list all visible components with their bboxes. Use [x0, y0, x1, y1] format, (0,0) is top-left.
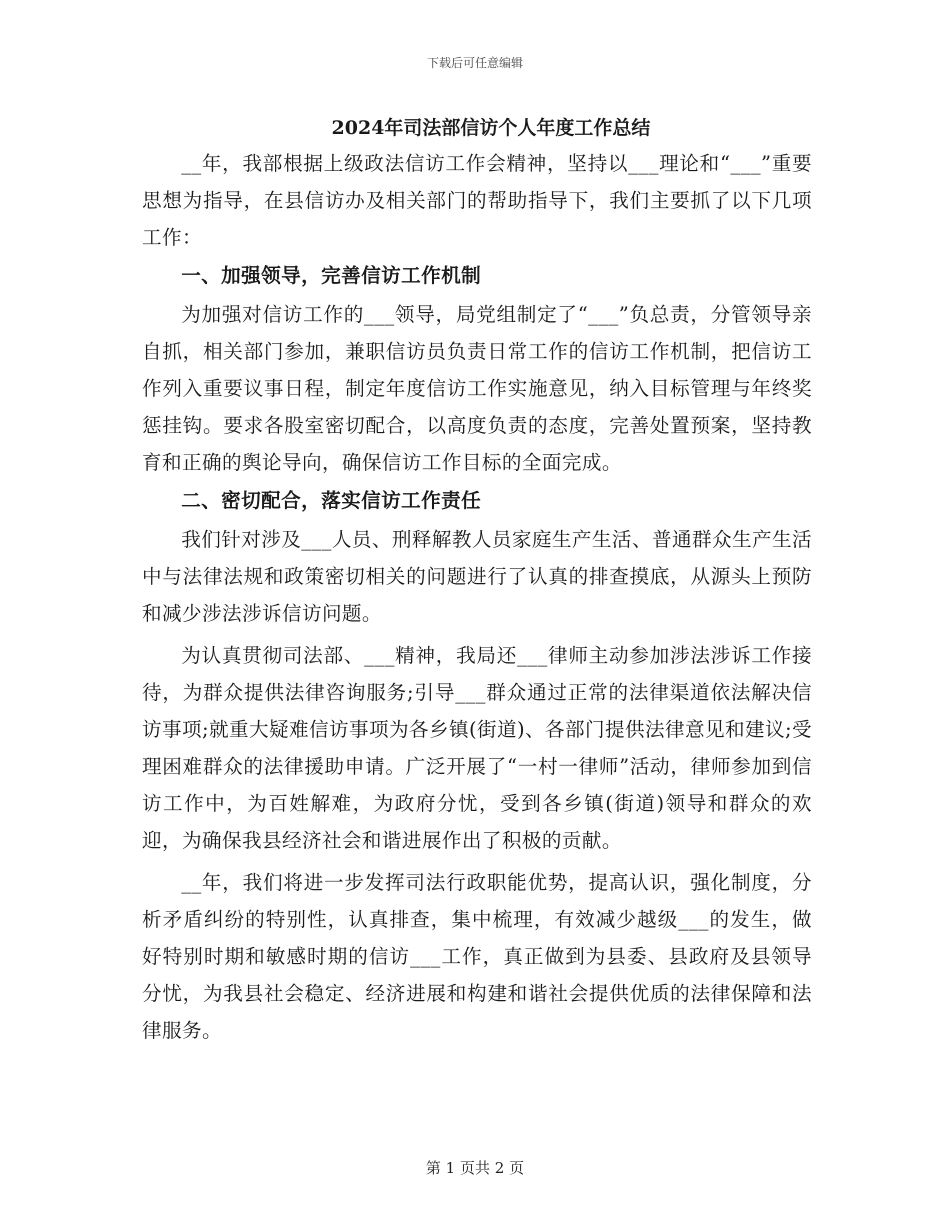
closing-paragraph: __年，我们将进一步发挥司法行政职能优势，提高认识，强化制度，分析矛盾纠纷的特别性，认真排查，集中梳理，有效减少越级___的发生，做好特别时期和敏感时期的信访___工作，真正做到为县委、县政府及县领导分忧，为我县社会稳定、经济进展和构建和谐社会提供优质的法律保障和法律服务。	[142, 871, 812, 1042]
section-2-paragraph-1: 我们针对涉及___人员、刑释解教人员家庭生产生活、普通群众生产生活中与法律法规和政策密切相关的问题进行了认真的排查摸底，从源头上预防和减少涉法涉诉信访问题。	[142, 528, 812, 625]
intro-paragraph: __年，我部根据上级政法信访工作会精神，坚持以___理论和“___”重要思想为指导，在县信访办及相关部门的帮助指导下，我们主要抓了以下几项工作：	[142, 152, 812, 249]
document-title: 2024年司法部信访个人年度工作总结	[331, 117, 651, 139]
document-body	[142, 112, 812, 1049]
section-1-heading: 一、加强领导，完善信访工作机制	[181, 264, 482, 287]
page-number: 第 1 页共 2 页	[425, 1159, 525, 1177]
section-2-paragraph-2: 为认真贯彻司法部、___精神，我局还___律师主动参加涉法涉诉工作接待，为群众提供法律咨询服务;引导___群众通过正常的法律渠道依法解决信访事项;就重大疑难信访事项为各乡镇(街道)、各部门提供法律意见和建议;受理困难群众的法律援助申请。广泛开展了“一村一律师”活动，律师参加到信访工作中，为百姓解难，为政府分忧，受到各乡镇(街道)领导和群众的欢迎，为确保我县经济社会和谐进展作出了积极的贡献。	[142, 644, 812, 852]
section-1-paragraph: 为加强对信访工作的___领导，局党组制定了“___”负总责，分管领导亲自抓，相关部门参加，兼职信访员负责日常工作的信访工作机制，把信访工作列入重要议事日程，制定年度信访工作实施意见，纳入目标管理与年终奖惩挂钩。要求各股室密切配合，以高度负责的态度，完善处置预案，坚持教育和正确的舆论导向，确保信访工作目标的全面完成。	[142, 303, 812, 474]
header-note: 下载后可任意编辑	[426, 56, 523, 70]
section-2-heading: 二、密切配合，落实信访工作责任	[181, 489, 482, 512]
